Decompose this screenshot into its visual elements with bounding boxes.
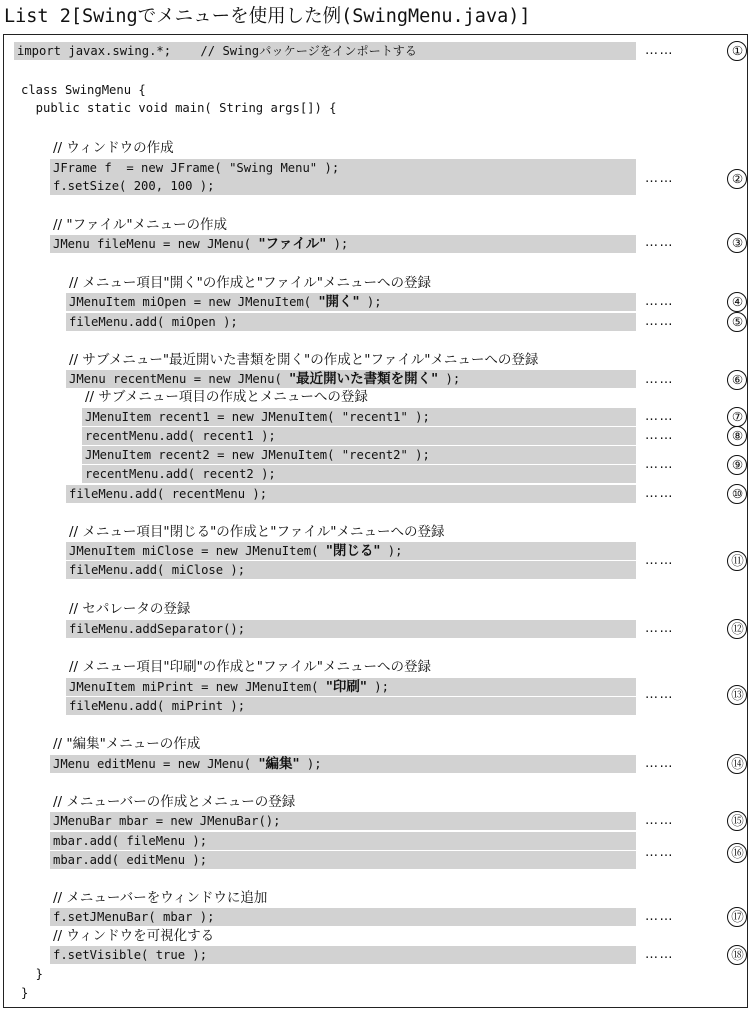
code-comment: // メニュー項目"印刷"の作成と"ファイル"メニューへの登録: [69, 659, 431, 675]
code-comment: // メニューバーの作成とメニューの登録: [53, 794, 296, 810]
circled-number: ①: [727, 41, 747, 61]
code-fragment: JMenuItem miOpen = new JMenuItem(: [69, 295, 319, 309]
circled-number: ⑮: [727, 811, 747, 831]
code-line: [69, 542, 402, 560]
japanese-string-literal: "印刷": [325, 679, 367, 695]
line-marker: [645, 907, 747, 929]
code-line: fileMenu.add( miPrint );: [69, 699, 246, 713]
code-comment: // メニュー項目"開く"の作成と"ファイル"メニューへの登録: [69, 275, 431, 291]
leader-dots: ……: [645, 409, 674, 424]
line-marker: [645, 811, 747, 833]
code-line: public static void main( String args[]) {: [21, 101, 337, 115]
code-line: JMenuItem recent1 = new JMenuItem( "recent1" );: [85, 410, 430, 424]
leader-dots: ……: [645, 171, 674, 186]
code-comment: // メニュー項目"閉じる"の作成と"ファイル"メニューへの登録: [69, 524, 445, 540]
code-line: recentMenu.add( recent1 );: [85, 429, 276, 443]
circled-number: ⑭: [727, 754, 747, 774]
japanese-string-literal: "開く": [318, 294, 360, 310]
leader-dots: ……: [645, 947, 674, 962]
japanese-string-literal: "編集": [258, 756, 300, 772]
japanese-string-literal: "最近開いた書類を開く": [289, 371, 439, 387]
circled-number: ④: [727, 292, 747, 312]
japanese-string-literal: "閉じる": [325, 543, 381, 559]
leader-dots: ……: [645, 314, 674, 329]
code-line: JMenuBar mbar = new JMenuBar();: [53, 814, 281, 828]
leader-dots: ……: [645, 813, 674, 828]
circled-number: ⑦: [727, 407, 747, 427]
code-fragment: );: [326, 237, 349, 251]
japanese-string-literal: "ファイル": [258, 236, 327, 252]
code-fragment: );: [438, 372, 461, 386]
code-line: fileMenu.add( miClose );: [69, 563, 246, 577]
leader-dots: ……: [645, 687, 674, 702]
code-fragment: );: [380, 544, 403, 558]
leader-dots: ……: [645, 457, 674, 472]
line-marker: [645, 455, 747, 477]
circled-number: ⑰: [727, 907, 747, 927]
line-marker: [645, 370, 747, 392]
circled-number: ⑬: [727, 685, 747, 705]
code-fragment: );: [299, 757, 322, 771]
circled-number: ⑥: [727, 370, 747, 390]
circled-number: ⑱: [727, 945, 747, 965]
code-comment: // "ファイル"メニューの作成: [53, 217, 228, 233]
code-line: [53, 235, 348, 253]
code-line: f.setJMenuBar( mbar );: [53, 910, 215, 924]
leader-dots: ……: [645, 235, 674, 250]
circled-number: ⑫: [727, 619, 747, 639]
code-line: f.setVisible( true );: [53, 948, 208, 962]
circled-number: ⑤: [727, 312, 747, 332]
code-line: fileMenu.addSeparator();: [69, 622, 246, 636]
line-marker: [645, 233, 747, 255]
code-fragment: JMenu fileMenu = new JMenu(: [53, 237, 259, 251]
leader-dots: ……: [645, 756, 674, 771]
code-comment: // サブメニュー項目の作成とメニューへの登録: [85, 389, 368, 405]
line-marker: [645, 41, 747, 63]
leader-dots: ……: [645, 428, 674, 443]
leader-dots: ……: [645, 909, 674, 924]
list-caption: List 2[Swingでメニューを使用した例(SwingMenu.java)]: [4, 6, 531, 27]
leader-dots: ……: [645, 553, 674, 568]
code-line: JMenuItem recent2 = new JMenuItem( "recent2" );: [85, 448, 430, 462]
code-listing-frame: [3, 34, 748, 1008]
leader-dots: ……: [645, 486, 674, 501]
circled-number: ⑨: [727, 455, 747, 475]
code-line: recentMenu.add( recent2 );: [85, 467, 276, 481]
code-line: [69, 678, 389, 696]
line-marker: [645, 619, 747, 641]
line-marker: [645, 426, 747, 448]
circled-number: ⑯: [727, 843, 747, 863]
circled-number: ⑧: [727, 426, 747, 446]
line-marker: [645, 685, 747, 707]
circled-number: ③: [727, 233, 747, 253]
code-comment: // セパレータの登録: [69, 601, 191, 617]
line-marker: [645, 169, 747, 191]
code-line: fileMenu.add( recentMenu );: [69, 487, 268, 501]
leader-dots: ……: [645, 621, 674, 636]
code-line: }: [21, 967, 44, 981]
circled-number: ②: [727, 169, 747, 189]
leader-dots: ……: [645, 43, 674, 58]
leader-dots: ……: [645, 372, 674, 387]
line-marker: [645, 754, 747, 776]
code-line: class SwingMenu {: [21, 83, 146, 97]
circled-number: ⑩: [727, 484, 747, 504]
code-line: mbar.add( fileMenu );: [53, 834, 208, 848]
code-fragment: );: [366, 680, 389, 694]
circled-number: ⑪: [727, 551, 747, 571]
code-comment: // ウィンドウの作成: [53, 140, 174, 156]
code-fragment: JMenu recentMenu = new JMenu(: [69, 372, 290, 386]
code-comment: // サブメニュー"最近開いた書類を開く"の作成と"ファイル"メニューへの登録: [69, 352, 539, 368]
code-fragment: JMenuItem miPrint = new JMenuItem(: [69, 680, 326, 694]
code-fragment: );: [359, 295, 382, 309]
code-comment: // ウィンドウを可視化する: [53, 928, 215, 944]
code-line: [69, 293, 382, 311]
code-line: JFrame f = new JFrame( "Swing Menu" );: [53, 161, 340, 175]
code-line: [53, 755, 322, 773]
line-marker: [645, 945, 747, 967]
leader-dots: ……: [645, 845, 674, 860]
code-line: fileMenu.add( miOpen );: [69, 315, 238, 329]
line-marker: [645, 484, 747, 506]
code-line: }: [21, 986, 29, 1000]
code-comment: // メニューバーをウィンドウに追加: [53, 890, 268, 906]
code-line: f.setSize( 200, 100 );: [53, 179, 215, 193]
code-fragment: JMenuItem miClose = new JMenuItem(: [69, 544, 326, 558]
line-marker: [645, 551, 747, 573]
code-line: mbar.add( editMenu );: [53, 853, 208, 867]
leader-dots: ……: [645, 294, 674, 309]
code-line: [69, 370, 460, 388]
code-comment: // "編集"メニューの作成: [53, 736, 201, 752]
code-fragment: JMenu editMenu = new JMenu(: [53, 757, 259, 771]
code-line: import javax.swing.*; // Swingパッケージをインポートする: [17, 44, 417, 58]
line-marker: [645, 843, 747, 865]
line-marker: [645, 292, 747, 314]
line-marker: [645, 312, 747, 334]
